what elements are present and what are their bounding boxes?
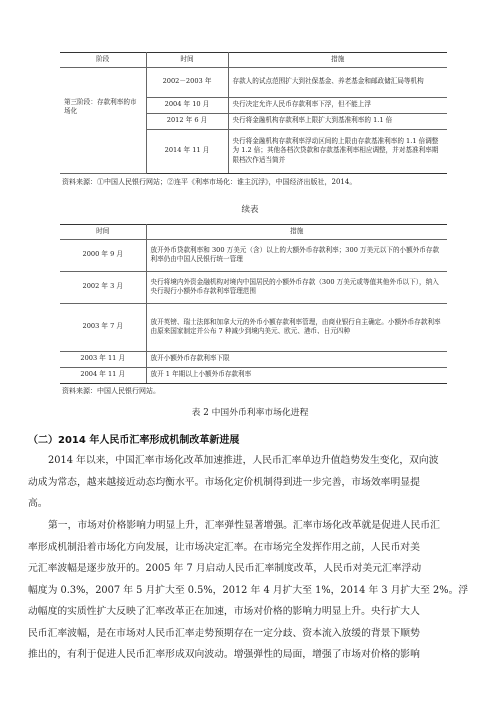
time-cell: 2000 年 9 月 — [60, 239, 146, 271]
table-caption: 表 2 中国外币利率市场化进程 — [191, 408, 309, 418]
paragraph-line: 元汇率波幅是逐步放开的。2005 年 7 月启动人民币汇率制度改革，人民币对美元汇率浮动 — [28, 563, 422, 574]
paragraph-line: 动幅度的实质性扩大反映了汇率改革正在加速，市场对价格的影响力明显上升。央行扩大人 — [28, 606, 420, 617]
section-heading: （二）2014 年人民币汇率形成机制改革新进展 — [28, 435, 240, 446]
paragraph-line: 率形成机制沿着市场化方向发展，让市场决定汇率。在市场完全发挥作用之前，人民币对美 — [28, 541, 420, 553]
time-cell: 2003 年 7 月 — [60, 303, 146, 351]
paragraph-line: 民币汇率波幅，是在市场对人民币汇率走势预期存在一定分歧、资本流入放缓的背景下顺势 — [28, 627, 420, 639]
measure-cell: 央行将金融机构存款利率浮动区间的上限由存款基准利率的 1.1 倍调整为 1.2 倍；其他各档次贷款和存款基准利率相应调整，并对基准利率期限档次作适当简并 — [228, 129, 447, 173]
table-header-row — [60, 53, 447, 68]
time-cell: 2004 年 10 月 — [146, 97, 228, 113]
time-cell: 2004 年 11 月 — [60, 367, 146, 383]
column-header-measure: 措施 — [146, 225, 447, 240]
paragraph-line: 第一，市场对价格影响力明显上升，汇率弹性显著增强。汇率市场化改革就是促进人民币汇 — [48, 520, 440, 531]
time-cell: 2002－2003 年 — [146, 67, 228, 97]
table-row — [60, 271, 447, 303]
measure-cell: 放开外币贷款利率和 300 万美元（含）以上的大额外币存款利率；300 万美元以下的小额外币存款利率仍由中国人民银行统一管理 — [146, 239, 447, 271]
column-header-measure: 措施 — [228, 53, 447, 68]
table-row — [60, 67, 447, 97]
time-cell: 2003 年 11 月 — [60, 351, 146, 367]
table-row — [60, 367, 447, 383]
paragraph-line: 2014 年以来，中国汇率市场化改革加速推进，人民币汇率单边升值趋势发生变化，双向波 — [48, 455, 439, 466]
table-row — [60, 239, 447, 271]
time-cell: 2002 年 3 月 — [60, 271, 146, 303]
body-paragraph — [28, 515, 472, 666]
measure-cell: 央行将境内外资金融机构对境内中国居民的小额外币存款（300 万美元或等值其他外币以下），纳入央行现行小额外币存款利率管理范围 — [146, 271, 447, 303]
paragraph-line: 推出的，有利于促进人民币汇率形成双向波动。增强弹性的局面，增强了市场对价格的影响 — [28, 649, 420, 660]
table-foreign-rate-continued — [60, 224, 447, 384]
continued-label: 续表 — [241, 205, 259, 215]
column-header-time: 时间 — [146, 53, 228, 68]
time-cell: 2014 年 11 月 — [146, 129, 228, 173]
measure-cell: 放开 1 年期以上小额外币存款利率 — [146, 367, 447, 383]
paragraph-line: 高。 — [28, 498, 48, 509]
stage-cell: 第三阶段：存款利率的市场化 — [60, 67, 146, 173]
source-note: 资料来源：中国人民银行网站。 — [62, 387, 160, 395]
measure-cell: 放开小额外币存款利率下限 — [146, 351, 447, 367]
table-deposit-rate-stage — [60, 52, 447, 174]
paragraph-line: 动成为常态，越来越接近动态均衡水平。市场化定价机制得到进一步完善，市场效率明显提 — [28, 476, 420, 488]
table-header-row — [60, 225, 447, 240]
column-header-stage: 阶段 — [60, 53, 146, 68]
table-row — [60, 303, 447, 351]
measure-cell: 存款人的试点范围扩大到社保基金、养老基金和邮政储汇局等机构 — [228, 67, 447, 97]
measure-cell: 放开英镑、瑞士法郎和加拿大元的外币小额存款利率管理，由商业银行自主确定。小额外币存款利率由原来国家制定并公布 7 种减少到境内美元、欧元、港币、日元四种 — [146, 303, 447, 351]
table-row — [60, 351, 447, 367]
source-note: 资料来源：①中国人民银行网站；②连平《利率市场化：谁主沉浮》，中国经济出版社，2014。 — [62, 178, 357, 186]
paragraph-line: 幅度为 0.3%，2007 年 5 月扩大至 0.5%，2012 年 4 月扩大至 1%，2014 年 3 月扩大至 2%。浮 — [28, 584, 469, 596]
measure-cell: 央行将金融机构存款利率上限扩大到基准利率的 1.1 倍 — [228, 113, 447, 129]
time-cell: 2012 年 6 月 — [146, 113, 228, 129]
body-paragraph — [28, 450, 472, 515]
measure-cell: 央行决定允许人民币存款利率下浮，但不能上浮 — [228, 97, 447, 113]
column-header-time: 时间 — [60, 225, 146, 240]
